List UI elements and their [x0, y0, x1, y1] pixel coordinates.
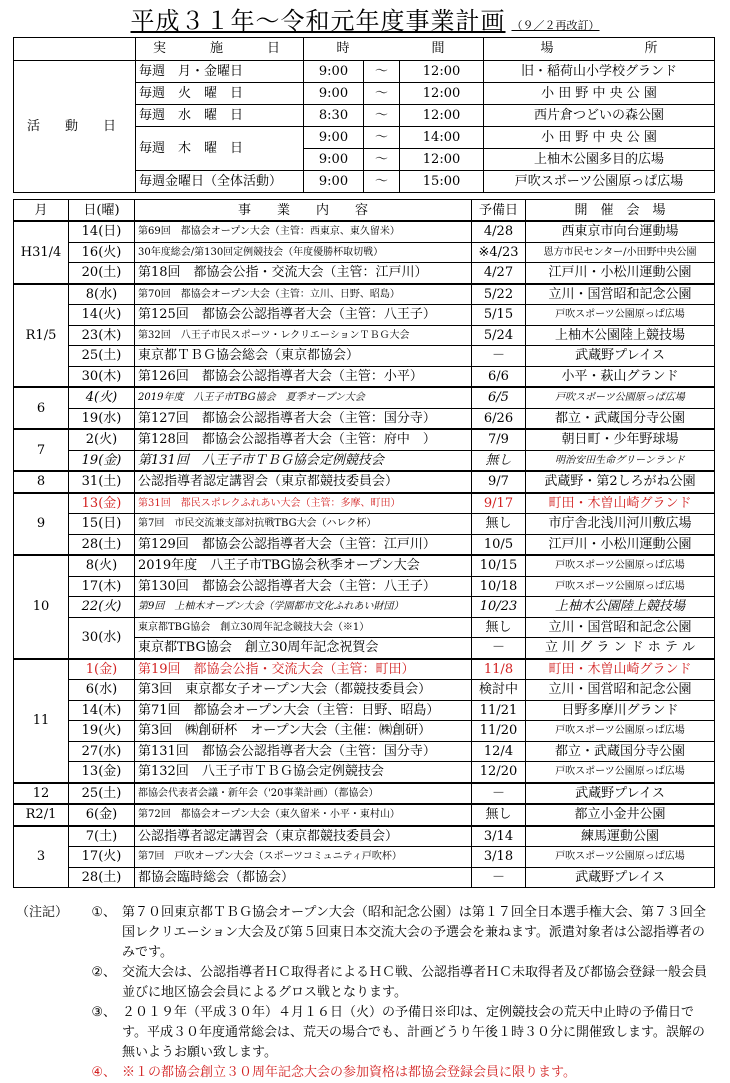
month-cell: R1/5 [14, 284, 69, 388]
activity-sep: ～ [364, 61, 400, 83]
schedule-table [13, 199, 715, 888]
note-item [16, 1003, 716, 1063]
venue-cell: 立川・国営昭和記念公園 [526, 284, 715, 305]
note-text: 交流大会は、公認指導者ＨＣ取得者によるＨＣ戦、公認指導者ＨＣ未取得者及び都協会登録一般会員並びに地区協会会員によるグロス戦となります。 [122, 965, 708, 1000]
note-text: ※１の都協会創立３０周年記念大会の参加資格は都協会登録会員に限ります。 [122, 1065, 576, 1080]
event-cell: 第69回 都協会オープン大会（主管：西東京、東久留米） [135, 221, 472, 242]
activity-start: 9:00 [304, 171, 364, 193]
spare-day-cell: 5/15 [472, 305, 526, 326]
event-cell: 第7回 市民交流兼支部対抗戦TBG大会（ハレク杯） [135, 514, 472, 535]
activity-header-place: 場 所 [484, 38, 715, 61]
venue-cell: 恩方市民センター/小田野中央公園 [526, 242, 715, 263]
event-cell: 都協会臨時総会（都協会） [135, 867, 472, 888]
date-cell: 16(火) [69, 242, 135, 263]
spare-day-cell: 9/7 [472, 471, 526, 493]
spare-day-cell: 9/17 [472, 493, 526, 514]
venue-cell: 立川・国営昭和記念公園 [526, 617, 715, 638]
event-cell: 都協会代表者会議・新年会（'20事業計画）（都協会） [135, 783, 472, 805]
event-cell: 第32回 八王子市民スポーツ・レクリエーションＴＢＧ大会 [135, 325, 472, 346]
venue-cell: 小平・萩山グランド [526, 366, 715, 387]
schedule-header-event: 事 業 内 容 [135, 200, 472, 222]
venue-cell: 立川・国営昭和記念公園 [526, 680, 715, 701]
table-row [14, 366, 715, 387]
schedule-header-spare: 予備日 [472, 200, 526, 222]
note-number: ②、 [91, 965, 116, 980]
month-cell: 11 [14, 659, 69, 783]
activity-corner [14, 38, 136, 61]
venue-cell: 江戸川・小松川運動公園 [526, 534, 715, 555]
activity-header-time: 時 間 [304, 38, 484, 61]
date-cell: 20(土) [69, 263, 135, 284]
table-row [14, 576, 715, 597]
event-cell: 第125回 都協会公認指導者大会（主管：八王子） [135, 305, 472, 326]
table-row [14, 325, 715, 346]
date-cell: 28(土) [69, 534, 135, 555]
venue-cell: 江戸川・小松川運動公園 [526, 263, 715, 284]
event-cell: 30年度総会/第130回定例競技会（年度優勝杯取切戦） [135, 242, 472, 263]
date-cell: 14(木) [69, 700, 135, 721]
date-cell: 6(金) [69, 804, 135, 826]
spare-day-cell: － [472, 346, 526, 367]
activity-end: 15:00 [400, 171, 484, 193]
event-cell: 第3回 東京都女子オープン大会（都競技委員会） [135, 680, 472, 701]
venue-cell: 都立小金井公園 [526, 804, 715, 826]
activity-label: 活 動 日 [14, 61, 136, 193]
table-row [14, 408, 715, 429]
table-row [14, 721, 715, 742]
activity-start: 9:00 [304, 83, 364, 105]
venue-cell: 戸吹スポーツ公園原っぱ広場 [526, 576, 715, 597]
venue-cell: 都立・武蔵国分寺公園 [526, 408, 715, 429]
activity-day: 毎週 木 曜 日 [136, 127, 304, 171]
event-cell: 第132回 八王子市ＴＢＧ協会定例競技会 [135, 762, 472, 783]
activity-header-day: 実 施 日 [136, 38, 304, 61]
schedule-header-month: 月 [14, 200, 69, 222]
spare-day-cell: － [472, 638, 526, 659]
note-number: ①、 [91, 905, 116, 920]
date-cell: 23(木) [69, 325, 135, 346]
venue-cell: 武蔵野プレイス [526, 867, 715, 888]
event-cell: 東京都TBG協会 創立30周年記念競技大会（※1） [135, 617, 472, 638]
event-cell: 公認指導者認定講習会（東京都競技委員会） [135, 471, 472, 493]
note-text: ２０１９年（平成３０年）４月１６日（火）の予備日※印は、定例競技会の荒天中止時の予備日です。平成３０年度通常総会は、荒天の場合でも、計画どうり午後１時３０分に開催致します。誤解の無いようお願い致します。 [122, 1005, 705, 1060]
spare-day-cell: 無し [472, 804, 526, 826]
event-cell: 第72回 都協会オープン大会（東久留米・小平・東村山） [135, 804, 472, 826]
date-cell: 7(土) [69, 826, 135, 847]
activity-end: 12:00 [400, 105, 484, 127]
month-cell: H31/4 [14, 221, 69, 284]
month-cell: 7 [14, 429, 69, 471]
activity-end: 14:00 [400, 127, 484, 149]
date-cell: 1(金) [69, 659, 135, 680]
spare-day-cell: 4/28 [472, 221, 526, 242]
spare-day-cell: 検討中 [472, 680, 526, 701]
spare-day-cell: 11/21 [472, 700, 526, 721]
activity-place: 旧・稲荷山小学校グランド [484, 61, 715, 83]
date-cell: 8(水) [69, 284, 135, 305]
activity-end: 12:00 [400, 149, 484, 171]
table-row [14, 221, 715, 242]
venue-cell: 町田・木曽山崎グランド [526, 493, 715, 514]
spare-day-cell: 3/18 [472, 847, 526, 868]
table-row [14, 305, 715, 326]
activity-place: 小 田 野 中 央 公 園 [484, 127, 715, 149]
date-cell: 25(土) [69, 783, 135, 805]
spare-day-cell: 12/4 [472, 741, 526, 762]
date-cell: 13(金) [69, 493, 135, 514]
event-cell: 東京都TBG協会 創立30周年記念祝賀会 [135, 638, 472, 659]
venue-cell: 朝日町・少年野球場 [526, 429, 715, 450]
schedule-header-venue: 開 催 会 場 [526, 200, 715, 222]
date-cell: 31(土) [69, 471, 135, 493]
venue-cell: 武蔵野プレイス [526, 346, 715, 367]
activity-start: 8:30 [304, 105, 364, 127]
activity-place: 戸吹スポーツ公園原っぱ広場 [484, 171, 715, 193]
spare-day-cell: － [472, 783, 526, 805]
note-item [16, 1063, 716, 1083]
table-row [14, 263, 715, 284]
table-row [14, 450, 715, 471]
table-row [14, 762, 715, 783]
table-row [14, 741, 715, 762]
month-cell: 12 [14, 783, 69, 805]
event-cell: 第128回 都協会公認指導者大会（主管：府中 ） [135, 429, 472, 450]
date-cell: 14(火) [69, 305, 135, 326]
event-cell: 2019年度 八王子市TBG協会 夏季オープン大会 [135, 387, 472, 408]
venue-cell: 練馬運動公園 [526, 826, 715, 847]
venue-cell: 上柚木公園陸上競技場 [526, 597, 715, 618]
date-cell: 22(火) [69, 597, 135, 618]
month-cell: 3 [14, 826, 69, 888]
activity-day: 毎週 月・金曜日 [136, 61, 304, 83]
date-cell: 25(土) [69, 346, 135, 367]
notes-label: （注記） [16, 905, 69, 920]
table-row [14, 597, 715, 618]
spare-day-cell: － [472, 867, 526, 888]
table-row [14, 680, 715, 701]
table-row [14, 700, 715, 721]
month-cell: 10 [14, 555, 69, 659]
table-row [14, 493, 715, 514]
spare-day-cell: 11/8 [472, 659, 526, 680]
date-cell: 17(火) [69, 847, 135, 868]
spare-day-cell: 10/23 [472, 597, 526, 618]
page-title [0, 6, 730, 41]
title-text: 平成３１年～令和元年度事業計画 [130, 7, 506, 35]
venue-cell: 戸吹スポーツ公園原っぱ広場 [526, 555, 715, 576]
date-cell: 19(金) [69, 450, 135, 471]
activity-end: 12:00 [400, 83, 484, 105]
venue-cell: 武蔵野プレイス [526, 783, 715, 805]
month-cell: R2/1 [14, 804, 69, 826]
venue-cell: 日野多摩川グランド [526, 700, 715, 721]
activity-sep: ～ [364, 83, 400, 105]
venue-cell: 戸吹スポーツ公園原っぱ広場 [526, 721, 715, 742]
venue-cell: 町田・木曽山崎グランド [526, 659, 715, 680]
spare-day-cell: 無し [472, 450, 526, 471]
table-row [14, 867, 715, 888]
spare-day-cell: 7/9 [472, 429, 526, 450]
activity-start: 9:00 [304, 61, 364, 83]
venue-cell: 戸吹スポーツ公園原っぱ広場 [526, 847, 715, 868]
date-cell: 15(日) [69, 514, 135, 535]
event-cell: 第70回 都協会オープン大会（主管：立川、日野、昭島） [135, 284, 472, 305]
table-row [14, 804, 715, 826]
table-row [14, 346, 715, 367]
event-cell: 第131回 都協会公認指導者大会（主管：国分寺） [135, 741, 472, 762]
date-cell: 13(金) [69, 762, 135, 783]
venue-cell: 戸吹スポーツ公園原っぱ広場 [526, 762, 715, 783]
activity-start: 9:00 [304, 149, 364, 171]
date-cell: 30(水) [69, 617, 135, 659]
activity-sep: ～ [364, 127, 400, 149]
schedule-header-row [14, 200, 715, 222]
activity-sep: ～ [364, 149, 400, 171]
activity-table [13, 37, 715, 193]
spare-day-cell: 無し [472, 617, 526, 638]
event-cell: 第126回 都協会公認指導者大会（主管：小平） [135, 366, 472, 387]
note-item [16, 903, 716, 963]
event-cell: 第131回 八王子市ＴＢＧ協会定例競技会 [135, 450, 472, 471]
activity-end: 12:00 [400, 61, 484, 83]
spare-day-cell: 10/18 [472, 576, 526, 597]
spare-day-cell: ※4/23 [472, 242, 526, 263]
venue-cell: 戸吹スポーツ公園原っぱ広場 [526, 387, 715, 408]
note-text: 第７０回東京都ＴＢＧ協会オープン大会（昭和記念公園）は第１７回全日本選手権大会、第７３回全国レクリエーション大会及び第５回東日本交流大会の予選会を兼ねます。派遣対象者は公認指導者のみです。 [122, 905, 706, 960]
note-item [16, 963, 716, 1003]
venue-cell: 上柚木公園陸上競技場 [526, 325, 715, 346]
spare-day-cell: 3/14 [472, 826, 526, 847]
activity-start: 9:00 [304, 127, 364, 149]
venue-cell: 都立・武蔵国分寺公園 [526, 741, 715, 762]
event-cell: 公認指導者認定講習会（東京都競技委員会） [135, 826, 472, 847]
table-row [14, 847, 715, 868]
venue-cell: 市庁舎北浅川河川敷広場 [526, 514, 715, 535]
table-row [14, 555, 715, 576]
revision-note: （９／２再改訂） [511, 19, 600, 32]
table-row [14, 429, 715, 450]
date-cell: 6(水) [69, 680, 135, 701]
spare-day-cell: 5/22 [472, 284, 526, 305]
notes-section [16, 903, 716, 1083]
event-cell: 第71回 都協会オープン大会（主管：日野、昭島） [135, 700, 472, 721]
table-row [14, 659, 715, 680]
table-row [14, 242, 715, 263]
activity-place: 上柚木公園多目的広場 [484, 149, 715, 171]
event-cell: 第130回 都協会公認指導者大会（主管：八王子） [135, 576, 472, 597]
table-row [14, 471, 715, 493]
spare-day-cell: 10/15 [472, 555, 526, 576]
venue-cell: 戸吹スポーツ公園原っぱ広場 [526, 305, 715, 326]
activity-day: 毎週 水 曜 日 [136, 105, 304, 127]
date-cell: 17(木) [69, 576, 135, 597]
table-row [14, 284, 715, 305]
event-cell: 2019年度 八王子市TBG協会秋季オープン大会 [135, 555, 472, 576]
month-cell: 9 [14, 493, 69, 556]
table-row [14, 387, 715, 408]
event-cell: 第18回 都協会公指・交流大会（主管：江戸川） [135, 263, 472, 284]
spare-day-cell: 無し [472, 514, 526, 535]
note-number: ④、 [91, 1065, 116, 1080]
date-cell: 19(水) [69, 408, 135, 429]
event-cell: 第129回 都協会公認指導者大会（主管：江戸川） [135, 534, 472, 555]
spare-day-cell: 6/5 [472, 387, 526, 408]
event-cell: 第9回 上柚木オープン大会（学園都市文化ふれあい財団） [135, 597, 472, 618]
table-row [14, 514, 715, 535]
activity-day: 毎週金曜日（全体活動） [136, 171, 304, 193]
date-cell: 30(木) [69, 366, 135, 387]
activity-place: 小 田 野 中 央 公 園 [484, 83, 715, 105]
spare-day-cell: 10/5 [472, 534, 526, 555]
table-row [14, 617, 715, 638]
activity-day: 毎週 火 曜 日 [136, 83, 304, 105]
table-row [14, 826, 715, 847]
spare-day-cell: 4/27 [472, 263, 526, 284]
spare-day-cell: 12/20 [472, 762, 526, 783]
event-cell: 第3回 ㈱創研杯 オープン大会（主催：㈱創研） [135, 721, 472, 742]
note-number: ③、 [91, 1005, 116, 1020]
event-cell: 東京都ＴＢＧ協会総会（東京都協会） [135, 346, 472, 367]
month-cell: 6 [14, 387, 69, 429]
month-cell: 8 [14, 471, 69, 493]
table-row [14, 783, 715, 805]
schedule-header-date: 日(曜) [69, 200, 135, 222]
spare-day-cell: 11/20 [472, 721, 526, 742]
date-cell: 2(火) [69, 429, 135, 450]
date-cell: 28(土) [69, 867, 135, 888]
venue-cell: 武蔵野・第2しろがね公園 [526, 471, 715, 493]
activity-sep: ～ [364, 171, 400, 193]
date-cell: 14(日) [69, 221, 135, 242]
spare-day-cell: 6/26 [472, 408, 526, 429]
activity-sep: ～ [364, 105, 400, 127]
activity-place: 西片倉つどいの森公園 [484, 105, 715, 127]
event-cell: 第19回 都協会公指・交流大会（主管：町田） [135, 659, 472, 680]
date-cell: 19(火) [69, 721, 135, 742]
event-cell: 第127回 都協会公認指導者大会（主管：国分寺） [135, 408, 472, 429]
table-row [14, 534, 715, 555]
date-cell: 4(火) [69, 387, 135, 408]
venue-cell: 明治安田生命グリーンランド [526, 450, 715, 471]
spare-day-cell: 5/24 [472, 325, 526, 346]
date-cell: 8(火) [69, 555, 135, 576]
venue-cell: 西東京市向台運動場 [526, 221, 715, 242]
event-cell: 第7回 戸吹オープン大会（スポーツコミュニティ戸吹杯） [135, 847, 472, 868]
venue-cell: 立 川 グ ラ ン ド ホ テ ル [526, 638, 715, 659]
event-cell: 第31回 都民スポレクふれあい大会（主管：多摩、町田） [135, 493, 472, 514]
spare-day-cell: 6/6 [472, 366, 526, 387]
date-cell: 27(水) [69, 741, 135, 762]
